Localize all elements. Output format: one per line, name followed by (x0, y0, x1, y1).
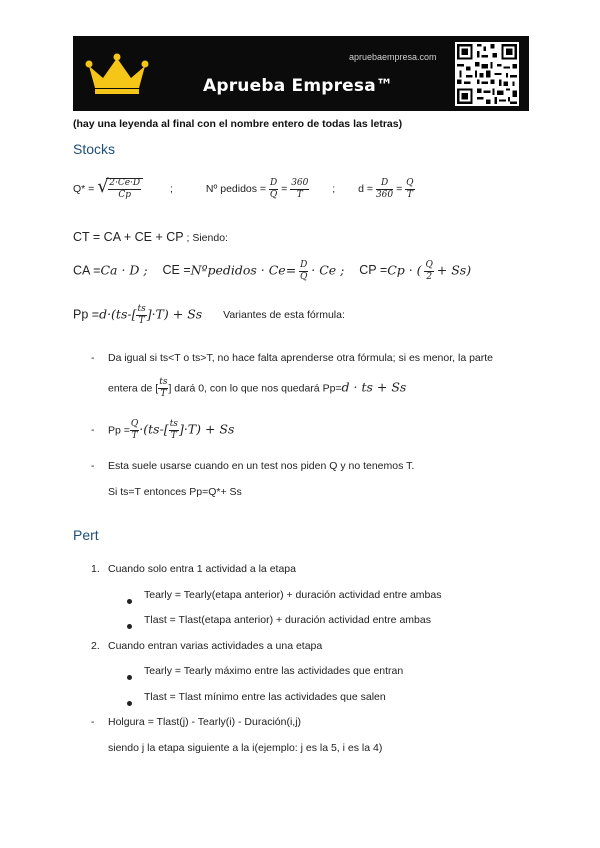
pp-fraction: $\frac{ts}{T}$ (137, 304, 146, 326)
holgura-line-2: siendo j la etapa siguiente a la i(ejemplo: j es la 5, i es la 4) (108, 742, 383, 754)
pert-item-2-bullet-2: Tlast = Tlast mínimo entre las actividades que salen (144, 691, 386, 703)
pp-label: Pp = (73, 307, 100, 322)
pert-item-2-bullet-1: Tearly = Tearly máximo entre las actividades que entran (144, 665, 404, 677)
cp-fraction: $\frac{Q}{2}$ (425, 260, 433, 282)
pert-item-2-text: Cuando entran varias actividades a una etapa (108, 640, 323, 652)
q-label: Q* = (73, 182, 95, 195)
v2-fraction-2: $\frac{ts}{T}$ (169, 419, 178, 441)
variant-3-line-1: Esta suele usarse cuando en un test nos piden Q y no tenemos T. (108, 460, 415, 472)
bullet-dot (127, 695, 132, 713)
d-label: d = (358, 182, 374, 195)
pert-item-1-number: 1. (91, 563, 100, 575)
formula-row-ct (73, 230, 228, 244)
sqrt-symbol: √ (97, 176, 109, 197)
stocks-heading: Stocks (73, 141, 116, 157)
pert-item-1-text: Cuando solo entra 1 actividad a la etapa (108, 563, 296, 575)
np-fraction-1: $\frac{D}{Q}$ (269, 177, 278, 200)
pp-expr-2: ]·T) + Ss (146, 306, 203, 322)
formula-row-q (73, 178, 415, 200)
ca-label: CA = (73, 263, 101, 278)
variant-dash-2: - (91, 424, 95, 436)
variant-3-line-2: Si ts=T entonces Pp=Q*+ Ss (108, 486, 242, 498)
cp-label: CP = (359, 263, 388, 278)
bullet-dot (127, 669, 132, 687)
ce-tail: · Ce ; (311, 262, 345, 278)
ce-fraction: $\frac{D}{Q}$ (300, 260, 308, 282)
formula-row-costs (73, 261, 471, 282)
np-fraction-2: $\frac{360}{T}$ (291, 177, 309, 200)
holgura-line-1: Holgura = Tlast(j) - Tearly(i) - Duración(i,j) (108, 716, 302, 728)
variant-1-line-2: entera de [ $\frac{ts}{T}$ ] dará 0, con lo que nos quedará Pp=d · ts + Ss (108, 377, 407, 399)
np-equals: = (281, 182, 288, 195)
variant-1-line-1: Da igual si ts<T o ts>T, no hace falta aprenderse otra fórmula; si es menor, la parte (108, 352, 494, 364)
ce-expr: Nºpedidos · Ce= (190, 262, 297, 278)
holgura-dash: - (91, 716, 95, 728)
crown-icon (85, 52, 149, 96)
ce-label: CE = (162, 263, 191, 278)
pert-item-2-number: 2. (91, 640, 100, 652)
pert-item-1-bullet-1: Tearly = Tearly(etapa anterior) + duración actividad entre ambas (144, 589, 442, 601)
brand-name: Aprueba Empresa™ (203, 76, 394, 96)
v1-fraction: $\frac{ts}{T}$ (159, 377, 168, 399)
bullet-dot (127, 593, 132, 611)
formula-row-pp (73, 305, 345, 326)
q-fraction: $\frac{2\cdot Ce\cdot D}{Cp}$ (109, 178, 141, 200)
cp-tail: + Ss) (436, 262, 472, 278)
variant-dash-3: - (91, 460, 95, 472)
ct-suffix: ; Siendo: (186, 232, 228, 244)
d-equals: = (396, 182, 403, 195)
npedidos-label: Nº pedidos = (205, 182, 267, 195)
bullet-dot (127, 618, 132, 636)
ct-formula: CT = CA + CE + CP (73, 230, 184, 244)
variant-2-formula: Pp = $\frac{Q}{T}$ ·(ts-[ $\frac{ts}{T}$ ]·T) + Ss (108, 419, 235, 441)
pp-variants-label: Variantes de esta fórmula: (223, 309, 345, 322)
header-banner (73, 36, 529, 111)
qr-code-icon[interactable] (455, 42, 519, 106)
variant-dash-1: - (91, 352, 95, 364)
site-url[interactable]: apruebaempresa.com (349, 52, 437, 62)
separator: ; (332, 182, 336, 195)
pert-heading: Pert (73, 527, 99, 543)
pert-item-1-bullet-2: Tlast = Tlast(etapa anterior) + duración actividad entre ambas (144, 614, 431, 626)
ca-expr: Ca · D ; (100, 262, 148, 278)
d-fraction-1: $\frac{D}{360}$ (375, 177, 394, 200)
d-fraction-2: $\frac{Q}{T}$ (406, 177, 414, 200)
cp-expr: Cp · ( (387, 262, 422, 278)
v2-fraction-1: $\frac{Q}{T}$ (130, 419, 139, 441)
separator: ; (170, 182, 173, 195)
q-sqrt (97, 178, 143, 200)
pp-expr-1: d·(ts-[ (99, 306, 137, 322)
legend-note: (hay una leyenda al final con el nombre entero de todas las letras) (73, 118, 403, 130)
